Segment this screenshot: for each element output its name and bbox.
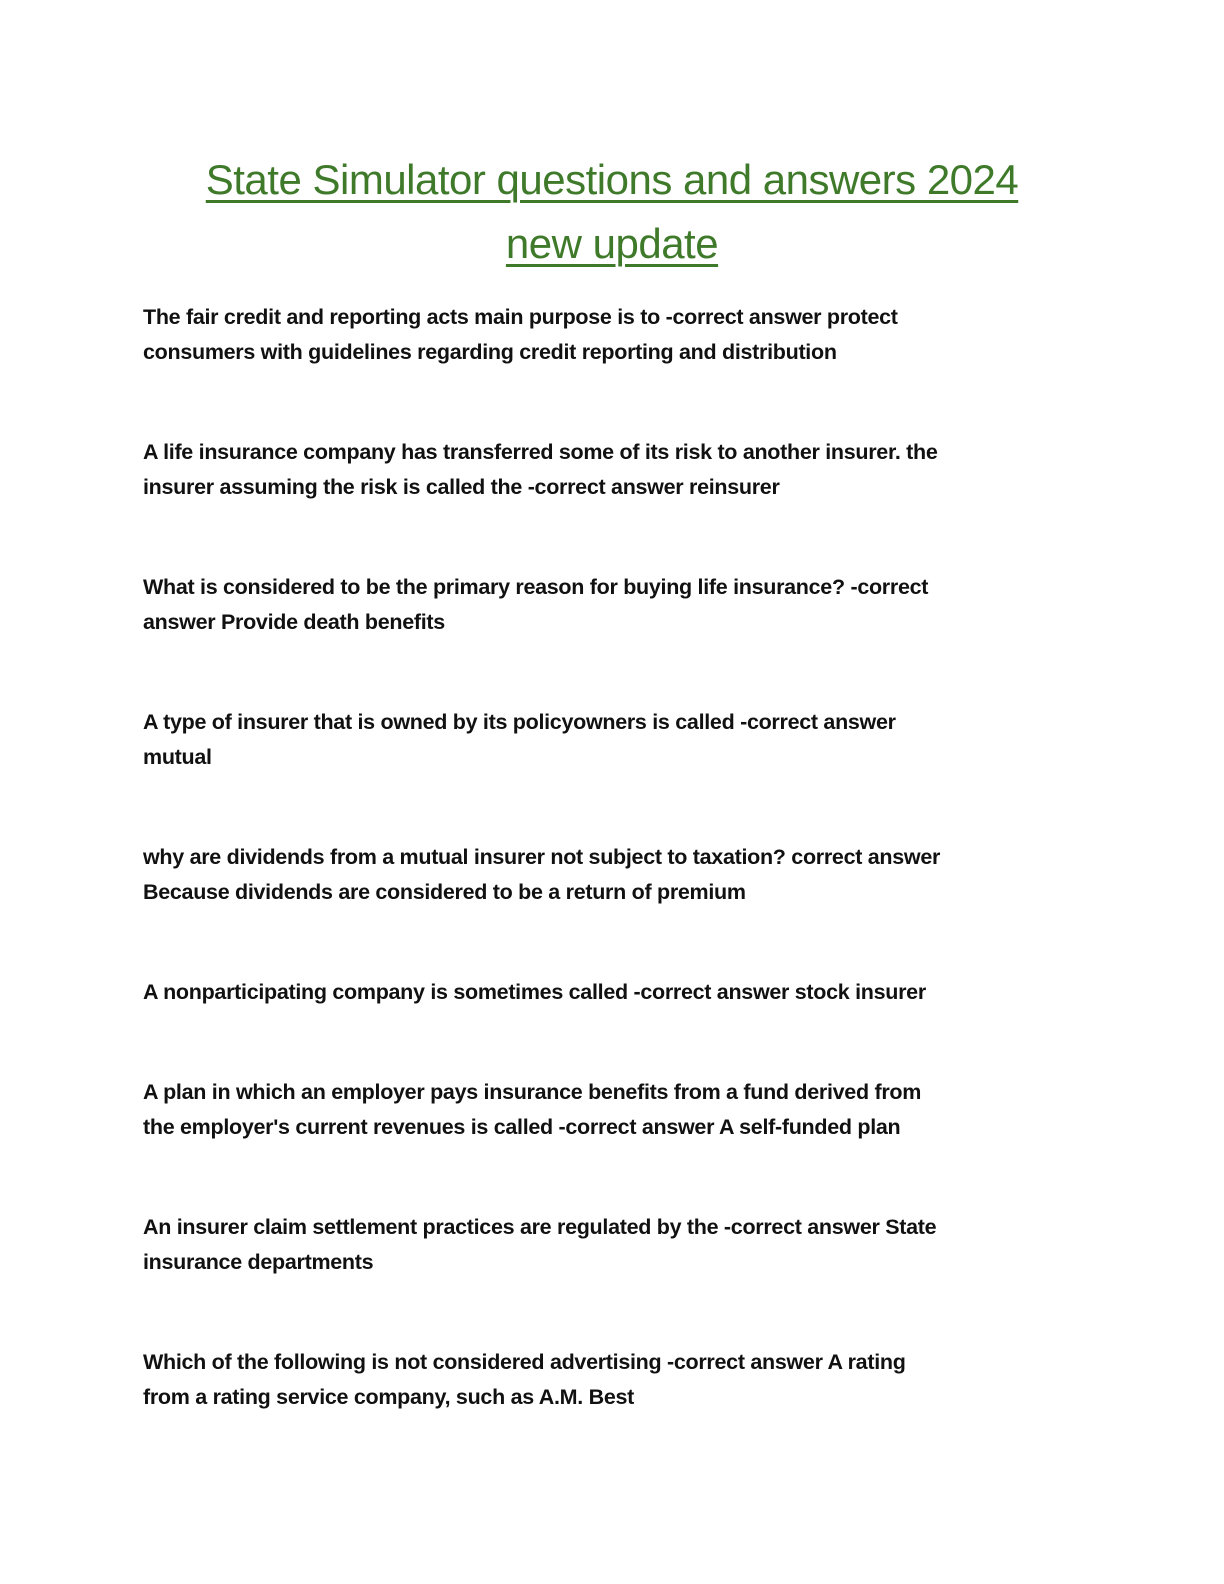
qa-text-line: A nonparticipating company is sometimes called -correct answer stock insurer xyxy=(143,980,926,1004)
qa-item xyxy=(143,705,1103,775)
qa-item xyxy=(143,1210,1103,1280)
qa-text-line: An insurer claim settlement practices are regulated by the -correct answer State xyxy=(143,1215,937,1239)
qa-text-line: insurer assuming the risk is called the -correct answer reinsurer xyxy=(143,475,780,499)
qa-item xyxy=(143,570,1103,640)
document-title xyxy=(0,148,1224,276)
qa-text-line: A plan in which an employer pays insurance benefits from a fund derived from xyxy=(143,1080,922,1104)
qa-item xyxy=(143,840,1103,910)
qa-text-line: Because dividends are considered to be a return of premium xyxy=(143,880,746,904)
qa-text-line: A life insurance company has transferred some of its risk to another insurer. the xyxy=(143,440,938,464)
qa-text-line: The fair credit and reporting acts main purpose is to -correct answer protect xyxy=(143,305,898,329)
qa-item xyxy=(143,300,1103,370)
qa-text-line: from a rating service company, such as A.M. Best xyxy=(143,1385,635,1409)
title-line-1: State Simulator questions and answers 2024 xyxy=(205,156,1019,203)
qa-text-line: why are dividends from a mutual insurer not subject to taxation? correct answer xyxy=(143,845,941,869)
qa-text-line: consumers with guidelines regarding credit reporting and distribution xyxy=(143,340,837,364)
qa-text-line: answer Provide death benefits xyxy=(143,610,445,634)
qa-text-line: Which of the following is not considered advertising -correct answer A rating xyxy=(143,1350,906,1374)
title-line-2: new update xyxy=(505,220,719,267)
qa-item xyxy=(143,1345,1103,1415)
qa-item xyxy=(143,435,1103,505)
qa-list xyxy=(143,300,1103,1480)
qa-item xyxy=(143,975,1103,1010)
qa-text-line: insurance departments xyxy=(143,1250,374,1274)
qa-text-line: A type of insurer that is owned by its policyowners is called -correct answer xyxy=(143,710,896,734)
qa-text-line: What is considered to be the primary reason for buying life insurance? -correct xyxy=(143,575,929,599)
qa-text-line: mutual xyxy=(143,745,212,769)
qa-item xyxy=(143,1075,1103,1145)
qa-text-line: the employer's current revenues is called -correct answer A self-funded plan xyxy=(143,1115,901,1139)
